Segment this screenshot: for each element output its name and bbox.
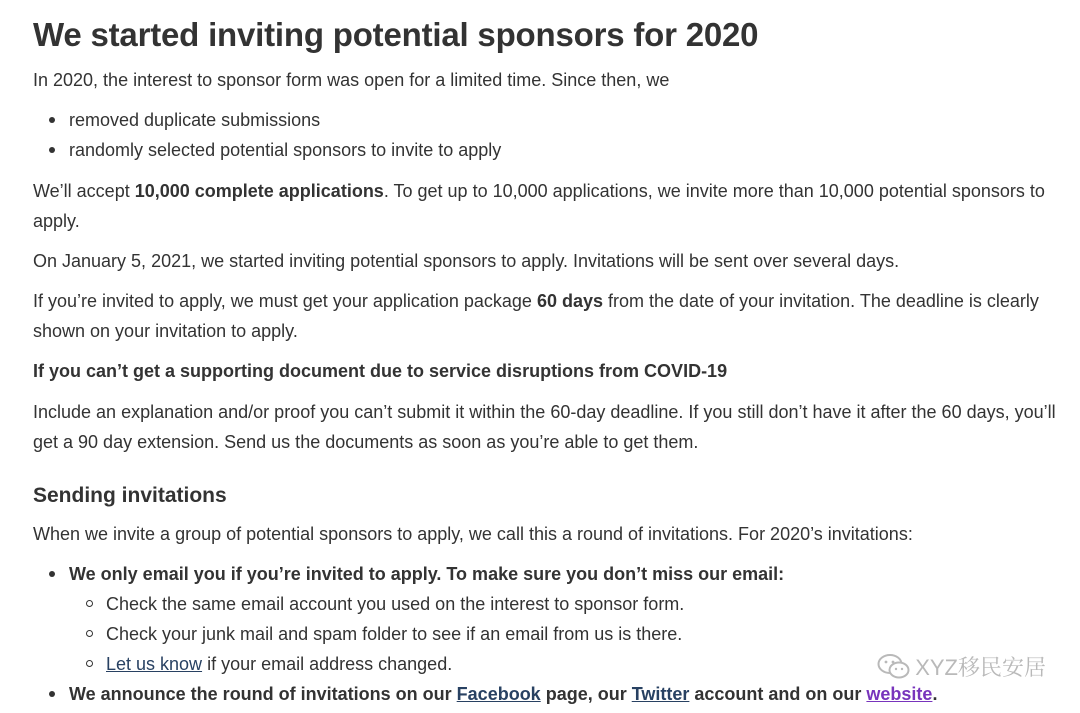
watermark-text: XYZ移民安居 <box>915 655 1046 680</box>
accept-paragraph: We’ll accept 10,000 complete applications. To get up to 10,000 applications, we invite more than 10,000 potential sponsors to apply. <box>33 181 1045 231</box>
intro-paragraph: In 2020, the interest to sponsor form was open for a limited time. Since then, we <box>33 70 670 90</box>
list-item: randomly selected potential sponsors to invite to apply <box>33 135 501 165</box>
sending-list <box>33 559 937 709</box>
intro-list <box>33 105 501 165</box>
list-item: We announce the round of invitations on our Facebook page, our Twitter account and on our website. <box>33 679 937 709</box>
twitter-link[interactable]: Twitter <box>631 684 690 704</box>
list-item: removed duplicate submissions <box>33 105 501 135</box>
sub-list-item: Check the same email account you used on the interest to sponsor form. <box>33 589 937 619</box>
circle-bullet-icon <box>86 630 93 637</box>
facebook-link[interactable]: Facebook <box>456 684 541 704</box>
bullet-icon <box>49 147 55 153</box>
sub-list-item: Check your junk mail and spam folder to see if an email from us is there. <box>33 619 937 649</box>
covid-heading: If you can’t get a supporting document due to service disruptions from COVID-19 <box>33 361 728 381</box>
website-link[interactable]: website <box>866 684 933 704</box>
let-us-know-link[interactable]: Let us know <box>106 654 203 674</box>
list-item: We only email you if you’re invited to apply. To make sure you don’t miss our email: <box>33 559 937 589</box>
circle-bullet-icon <box>86 600 93 607</box>
covid-paragraph: Include an explanation and/or proof you can’t submit it within the 60-day deadline. If you still don’t have it after the 60 days, you’ll get a 90 day extension. Send us the documents as soon as you’re able to get them. <box>33 402 1056 452</box>
bullet-icon <box>49 117 55 123</box>
watermark <box>877 651 1046 682</box>
circle-bullet-icon <box>86 660 93 667</box>
emphasis-text: 60 days <box>536 291 604 311</box>
wechat-icon <box>877 653 911 681</box>
emphasis-text: 10,000 complete applications <box>134 181 384 201</box>
page-title: We started inviting potential sponsors for 2020 <box>33 16 759 53</box>
sending-intro: When we invite a group of potential sponsors to apply, we call this a round of invitations. For 2020’s invitations: <box>33 524 913 544</box>
january-paragraph: On January 5, 2021, we started inviting potential sponsors to apply. Invitations will be sent over several days. <box>33 251 900 271</box>
sub-list-item: Let us know if your email address changed. <box>33 649 937 679</box>
invited-paragraph: If you’re invited to apply, we must get your application package 60 days from the date of your invitation. The deadline is clearly shown on your invitation to apply. <box>33 291 1039 341</box>
bullet-icon <box>49 691 55 697</box>
bullet-icon <box>49 571 55 577</box>
section-heading: Sending invitations <box>33 484 227 507</box>
